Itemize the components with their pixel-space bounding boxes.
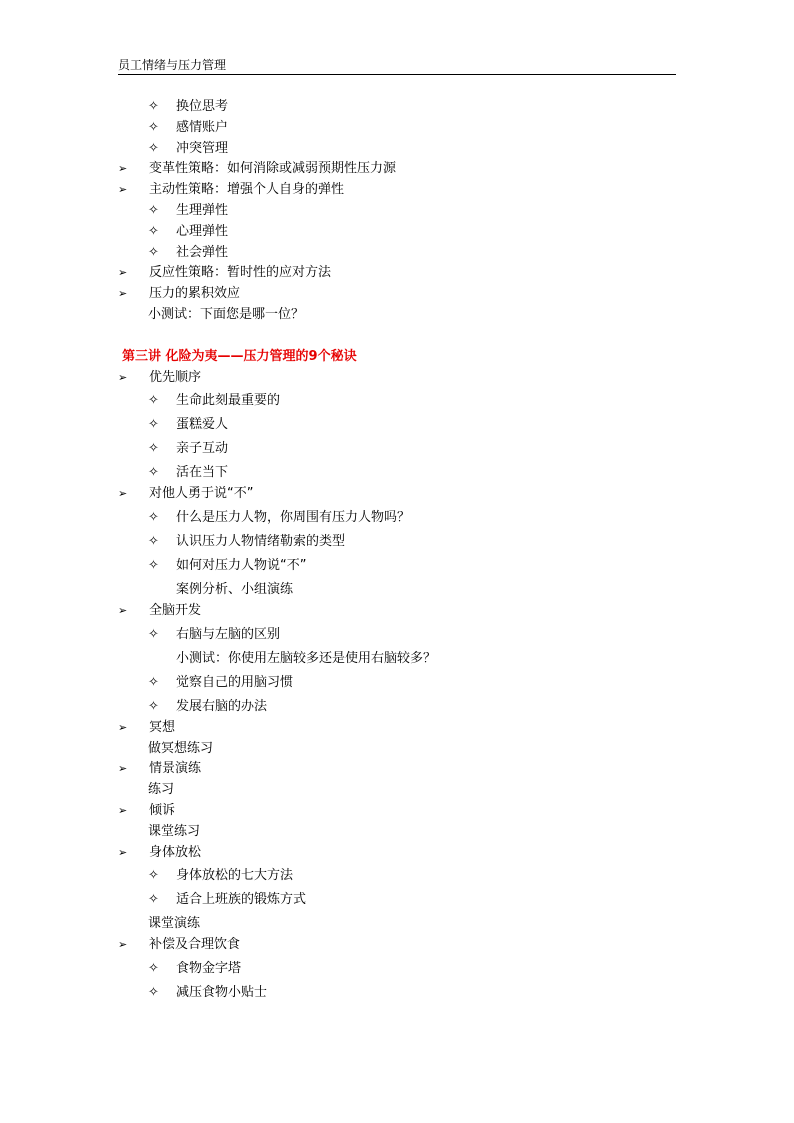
diamond-bullet-icon: ✧ xyxy=(148,224,159,239)
arrow-bullet-icon: ➢ xyxy=(118,266,128,279)
text-line: 练习 xyxy=(148,782,175,797)
list-item: ➢ 全脑开发 xyxy=(118,603,202,618)
list-item: ➢ 压力的累积效应 xyxy=(118,286,241,301)
diamond-bullet-icon: ✧ xyxy=(148,120,159,135)
arrow-bullet-icon: ➢ xyxy=(118,604,128,617)
list-item: ✧ 换位思考 xyxy=(148,99,229,114)
list-item: ➢ 主动性策略：增强个人自身的弹性 xyxy=(118,182,345,197)
list-item: ✧ 减压食物小贴士 xyxy=(148,985,268,1000)
list-item: ✧ 亲子互动 xyxy=(148,441,229,456)
text-line: 课堂练习 xyxy=(148,824,201,839)
diamond-bullet-icon: ✧ xyxy=(148,510,159,525)
diamond-bullet-icon: ✧ xyxy=(148,961,159,976)
diamond-bullet-icon: ✧ xyxy=(148,393,159,408)
diamond-bullet-icon: ✧ xyxy=(148,892,159,907)
list-item: ✧ 感情账户 xyxy=(148,120,229,135)
list-item: ➢ 优先顺序 xyxy=(118,370,202,385)
list-item: ✧ 心理弹性 xyxy=(148,224,229,239)
list-item: ➢ 倾诉 xyxy=(118,803,176,818)
list-item: ✧ 认识压力人物情绪勒索的类型 xyxy=(148,534,346,549)
diamond-bullet-icon: ✧ xyxy=(148,141,159,156)
diamond-bullet-icon: ✧ xyxy=(148,99,159,114)
list-item: ✧ 身体放松的七大方法 xyxy=(148,868,294,883)
diamond-bullet-icon: ✧ xyxy=(148,417,159,432)
text-line: 案例分析、小组演练 xyxy=(176,582,294,597)
text-line: 小测试：你使用左脑较多还是使用右脑较多？ xyxy=(176,651,437,666)
list-item: ➢ 对他人勇于说“不” xyxy=(118,486,254,501)
diamond-bullet-icon: ✧ xyxy=(148,441,159,456)
diamond-bullet-icon: ✧ xyxy=(148,675,159,690)
arrow-bullet-icon: ➢ xyxy=(118,846,128,859)
diamond-bullet-icon: ✧ xyxy=(148,699,159,714)
diamond-bullet-icon: ✧ xyxy=(148,534,159,549)
list-item: ✧ 如何对压力人物说“不” xyxy=(148,558,307,573)
arrow-bullet-icon: ➢ xyxy=(118,804,128,817)
arrow-bullet-icon: ➢ xyxy=(118,487,128,500)
list-item: ✧ 食物金字塔 xyxy=(148,961,242,976)
list-item: ➢ 身体放松 xyxy=(118,845,202,860)
list-item: ✧ 蛋糕爱人 xyxy=(148,417,229,432)
list-item: ✧ 发展右脑的办法 xyxy=(148,699,268,714)
arrow-bullet-icon: ➢ xyxy=(118,371,128,384)
text-line: 课堂演练 xyxy=(148,916,201,931)
list-item: ➢ 补偿及合理饮食 xyxy=(118,937,241,952)
arrow-bullet-icon: ➢ xyxy=(118,762,128,775)
section-heading: 第三讲 化险为夷——压力管理的9个秘诀 xyxy=(122,349,357,364)
diamond-bullet-icon: ✧ xyxy=(148,868,159,883)
text-line: 小测试：下面您是哪一位？ xyxy=(148,307,305,322)
list-item: ✧ 社会弹性 xyxy=(148,245,229,260)
arrow-bullet-icon: ➢ xyxy=(118,287,128,300)
diamond-bullet-icon: ✧ xyxy=(148,558,159,573)
list-item: ✧ 活在当下 xyxy=(148,465,229,480)
arrow-bullet-icon: ➢ xyxy=(118,162,128,175)
list-item: ✧ 什么是压力人物，你周围有压力人物吗？ xyxy=(148,510,411,525)
list-item: ✧ 生命此刻最重要的 xyxy=(148,393,281,408)
list-item: ✧ 适合上班族的锻炼方式 xyxy=(148,892,307,907)
list-item: ✧ 右脑与左脑的区别 xyxy=(148,627,281,642)
header-title: 员工情绪与压力管理 xyxy=(118,58,227,72)
text-line: 做冥想练习 xyxy=(148,741,214,756)
list-item: ✧ 冲突管理 xyxy=(148,141,229,156)
list-item: ➢ 变革性策略：如何消除或减弱预期性压力源 xyxy=(118,161,397,176)
arrow-bullet-icon: ➢ xyxy=(118,721,128,734)
list-item: ➢ 反应性策略：暂时性的应对方法 xyxy=(118,265,332,280)
arrow-bullet-icon: ➢ xyxy=(118,183,128,196)
list-item: ➢ 情景演练 xyxy=(118,761,202,776)
list-item: ➢ 冥想 xyxy=(118,720,176,735)
diamond-bullet-icon: ✧ xyxy=(148,465,159,480)
diamond-bullet-icon: ✧ xyxy=(148,985,159,1000)
list-item: ✧ 觉察自己的用脑习惯 xyxy=(148,675,294,690)
list-item: ✧ 生理弹性 xyxy=(148,203,229,218)
diamond-bullet-icon: ✧ xyxy=(148,627,159,642)
page-header xyxy=(118,57,676,75)
diamond-bullet-icon: ✧ xyxy=(148,203,159,218)
arrow-bullet-icon: ➢ xyxy=(118,938,128,951)
diamond-bullet-icon: ✧ xyxy=(148,245,159,260)
